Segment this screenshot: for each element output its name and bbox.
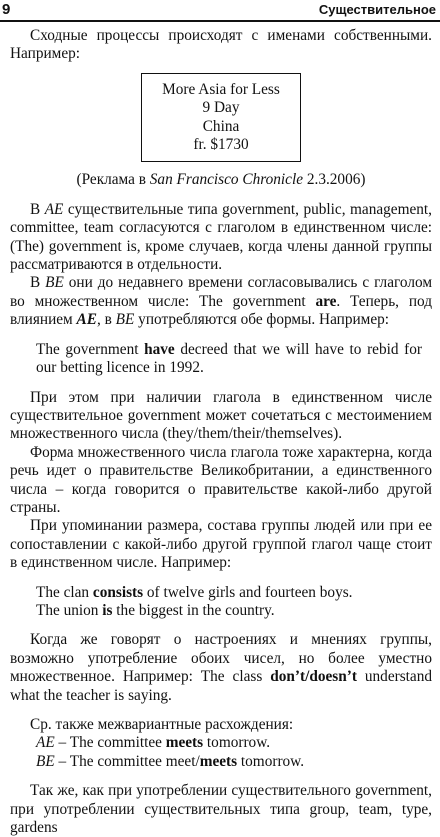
text-span: – The committee meet/ (54, 752, 200, 770)
ad-line-3: China (202, 117, 240, 135)
compare-line-ae (36, 734, 432, 752)
emphasis: have (144, 340, 175, 358)
text-span: tomorrow. (203, 734, 271, 752)
text-span: understand what the teacher is saying. (10, 668, 432, 704)
example-block-1 (36, 341, 422, 378)
text-span: употребляются обе формы. Например: (134, 311, 390, 329)
paragraph-mood (10, 631, 432, 705)
example-sentence (36, 584, 422, 602)
compare-intro: Ср. также межвариантные расхождения: (30, 716, 294, 733)
example-block-2 (36, 584, 422, 621)
text-span: В (30, 274, 46, 292)
text-span: The union (36, 601, 103, 619)
intro-paragraph: Сходные процессы происходят с именами собственными. Например: (10, 27, 432, 63)
emphasis: meets (199, 752, 238, 770)
text-span: The government (36, 340, 145, 358)
caption-prefix: (Реклама в (76, 171, 150, 189)
example-sentence (36, 341, 422, 378)
paragraph-size: При упоминании размера, состава группы людей или при ее сопоставлении с какой-либо другой группой глагол чаще стоит в единственном числе. Например: (10, 517, 432, 572)
paragraph-plural: Форма множественного числа глагола тоже характерна, когда речь идет о правительстве Великобритании, а единственного числа – когда говорится о правительстве какой-либо другой страны. (10, 443, 432, 516)
variant-label: AE (36, 734, 55, 752)
ad-line-4: fr. $1730 (193, 136, 249, 154)
variant-label: BE (36, 752, 55, 770)
variant-label: AE (76, 311, 97, 329)
variant-label: AE (44, 200, 64, 218)
advertisement-box (141, 73, 301, 163)
page-number: 9 (2, 1, 11, 18)
text-span: В (30, 200, 45, 218)
text-span: the biggest in the country. (112, 601, 275, 619)
running-title: Существительное (318, 2, 436, 17)
text-span: The clan (36, 583, 93, 601)
page-body (10, 27, 432, 837)
text-span: , в (96, 311, 116, 329)
text-span: tomorrow. (237, 752, 305, 770)
emphasis: don’t/doesn’t (270, 668, 357, 686)
paragraph-ae (10, 201, 432, 275)
caption-date: 2.3.2006) (303, 171, 366, 189)
text-span: существительные типа government, public, management, committee, team согласуются с глаголом в единственном числе: (The) government is, кроме случаев, когда члены данной группы рассматриваются в отдельности. (10, 200, 433, 274)
text-span: decreed that we will have to rebid for our betting licence in 1992. (36, 340, 422, 377)
paragraph-last: Так же, как при употреблении существительного government, при употреблении существительных типа group, team, type, gardens (10, 782, 432, 837)
example-sentence (36, 602, 422, 620)
variant-label: BE (115, 311, 135, 329)
text-span: . Теперь, под влиянием (10, 292, 432, 329)
page-header (0, 0, 440, 22)
text-span: Когда же говорят о настроениях и мнениях группы, возможно употребление обоих чисел, но более уместно множественное. Например: The class (10, 631, 432, 686)
emphasis: meets (165, 734, 204, 752)
paragraph-be (10, 274, 432, 329)
ad-caption (10, 171, 432, 189)
emphasis: consists (92, 583, 144, 601)
text-span: они до недавнего времени согласовывались с глаголом во множественном числе: The government (10, 274, 432, 310)
ad-line-1: More Asia for Less (162, 80, 280, 98)
caption-source: San Francisco Chronicle (149, 171, 304, 189)
text-span: – The committee (54, 734, 166, 752)
compare-block (36, 734, 432, 771)
paragraph-pronoun: При этом при наличии глагола в единственном числе существительное government может сочетаться с местоимением множественного числа (they/them/their/themselves). (10, 388, 432, 443)
emphasis: is (102, 601, 113, 619)
emphasis: are (315, 292, 337, 310)
compare-line-be (36, 753, 432, 771)
text-span: of twelve girls and fourteen boys. (143, 583, 353, 601)
ad-line-2: 9 Day (202, 99, 240, 117)
variant-label: BE (45, 274, 64, 292)
